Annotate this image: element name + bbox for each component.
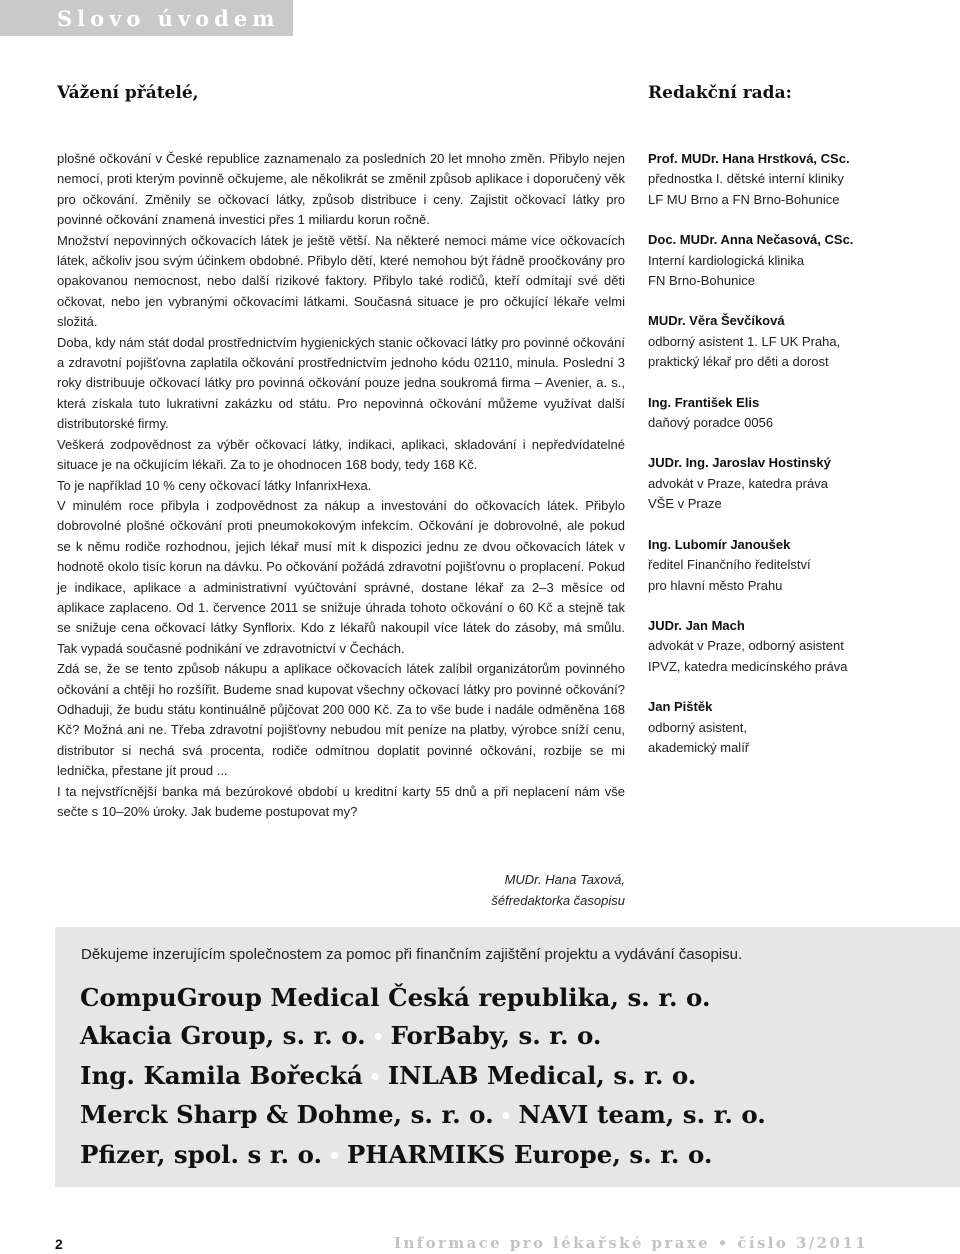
board-member-name: JUDr. Jan Mach <box>648 617 745 633</box>
sponsor-name: Ing. Kamila Bořecká <box>80 1060 363 1090</box>
bullet-separator: • <box>328 1143 341 1168</box>
editorial-signature <box>325 869 625 911</box>
section-header-tab <box>0 0 293 36</box>
signature-role: šéfredaktorka časopisu <box>491 893 625 908</box>
editorial-board-list <box>648 149 948 778</box>
board-member-detail: VŠE v Praze <box>648 496 722 512</box>
board-member <box>648 311 948 372</box>
editorial-paragraph: plošné očkování v České republice zaznamenalo za posledních 20 let mnoho změn. Přibylo nejen nemocí, proti kterým povinně očkujeme, ale několikrát se změnil způsob aplikace i doporučený věk pro očkování. Změnily se očkovací látky, způsob distribuce i ceny. Zajistit očkovací látky pro povinné očkování znamená investici přes 1 miliardu korun ročně. <box>57 151 625 228</box>
board-member <box>648 697 948 758</box>
section-title: Slovo úvodem <box>57 6 280 31</box>
editorial-body <box>57 149 625 822</box>
editorial-paragraph: I ta nejvstřícnější banka má bezúrokové období u kreditní karty 55 dnů a při neplacení nám vše sečte s 10–20% úroky. Jak budeme postupovat my? <box>57 783 625 819</box>
sponsor-name: Pfizer, spol. s r. o. <box>80 1139 323 1169</box>
sponsor-line <box>80 1017 940 1056</box>
board-member-name: Doc. MUDr. Anna Nečasová, CSc. <box>648 232 854 248</box>
board-member-detail: praktický lékař pro děti a dorost <box>648 354 829 370</box>
board-member-detail: advokát v Praze, katedra práva <box>648 475 828 491</box>
board-member-name: Prof. MUDr. Hana Hrstková, CSc. <box>648 151 850 166</box>
board-member-name: Ing. František Elis <box>648 394 760 410</box>
sponsor-name: CompuGroup Medical Česká republika, s. r. o. <box>80 983 711 1012</box>
board-member-detail: Interní kardiologická klinika <box>648 252 805 268</box>
sponsor-name: INLAB Medical, s. r. o. <box>387 1060 697 1090</box>
sponsor-name: NAVI team, s. r. o. <box>518 1100 766 1130</box>
board-member-name: JUDr. Ing. Jaroslav Hostinský <box>648 455 831 471</box>
board-member-detail: pro hlavní město Prahu <box>648 577 783 593</box>
bullet-separator: • <box>499 1104 513 1129</box>
board-member-detail: LF MU Brno a FN Brno-Bohunice <box>648 191 840 207</box>
sponsor-name: PHARMIKS Europe, s. r. o. <box>346 1139 713 1169</box>
sponsor-name: ForBaby, s. r. o. <box>390 1021 602 1051</box>
board-member-detail: advokát v Praze, odborný asistent <box>648 638 844 654</box>
editorial-paragraph: Veškerá zodpovědnost za výběr očkovací látky, indikaci, aplikaci, skladování i nepředvídatelné situace je na očkujícím lékaři. Za to je ohodnocen 168 body, tedy 168 Kč. <box>57 436 625 473</box>
board-member <box>648 393 948 434</box>
board-member-detail: IPVZ, katedra medicínského práva <box>648 658 848 674</box>
editorial-greeting: Vážení přátelé, <box>57 83 199 103</box>
board-member-detail: odborný asistent 1. LF UK Praha, <box>648 333 841 349</box>
sponsor-line <box>80 1136 940 1175</box>
editorial-paragraph: V minulém roce přibyla i zodpovědnost za nákup a investování do očkovacích látek. Přibylo dobrovolné plošné očkování proti pneumokokovým infekcím. Očkování je dobrovolné, ale pokud se k němu rodiče rozhodnou, jejich lékař musí mít k dispozici jednu ze dvou očkovacích látek v hodnotě okolo tisíc korun na dávku. Po očkování požádá zdravotní pojišťovnu o proplacení. Pokud je indikace, aplikace a administrativní vyúčtování správné, dostane lékař za 2–3 měsíce od aplikace zaplaceno. Od 1. července 2011 se snižuje úhrada tohoto očkování o 60 Kč a stejně tak se snižuje cena očkovací látky Synflorix. Kdo z lékařů nakoupil více látek do zásoby, má smůlu. Tak vypadá současné podnikání ve zdravotnictví v Čechách. <box>57 497 625 656</box>
sponsor-line <box>80 1057 940 1096</box>
board-member <box>648 230 948 291</box>
sponsors-list <box>80 979 940 1175</box>
board-member <box>648 149 948 210</box>
board-member-detail: přednostka I. dětské interní kliniky <box>648 171 844 187</box>
bullet-separator: • <box>371 1025 385 1050</box>
board-member <box>648 616 948 677</box>
sponsors-panel <box>55 927 960 1187</box>
sponsors-intro: Děkujeme inzerujícím společnostem za pomoc při finančním zajištění projektu a vydávání časopisu. <box>81 946 743 963</box>
board-member-detail: odborný asistent, <box>648 719 748 735</box>
signature-name: MUDr. Hana Taxová, <box>504 872 625 887</box>
board-member <box>648 535 948 596</box>
board-member <box>648 453 948 514</box>
editorial-paragraph: Množství nepovinných očkovacích látek je ještě větší. Na některé nemoci máme více očkovacích látek, ačkoliv jsou svým účinkem obdobné. Přibylo dětí, které nemohou být řádně proočkovány pro opakovanou nemocnost, nebo další rizikové faktory. Přibylo také rodičů, kteří odmítají své děti očkovat, nebo jen vybranými očkovacími látkami. Současná situace je pro očkující lékaře velmi složitá. <box>57 232 625 330</box>
editorial-paragraph: To je například 10 % ceny očkovací látky InfanrixHexa. <box>57 477 372 493</box>
publication-footer: Informace pro lékařské praxe • číslo 3/2011 <box>394 1234 868 1252</box>
sponsor-line <box>80 1096 940 1135</box>
page-number: 2 <box>55 1236 63 1252</box>
board-member-name: Jan Pištěk <box>648 699 713 715</box>
sponsor-line <box>80 979 940 1017</box>
board-member-name: Ing. Lubomír Janoušek <box>648 536 791 552</box>
sponsor-name: Merck Sharp & Dohme, s. r. o. <box>80 1100 494 1130</box>
editorial-board-heading: Redakční rada: <box>648 83 792 103</box>
board-member-detail: ředitel Finančního ředitelství <box>648 557 811 573</box>
board-member-detail: akademický malíř <box>648 739 750 755</box>
editorial-paragraph: Zdá se, že se tento způsob nákupu a aplikace očkovacích látek zalíbil organizátorům povinného očkování a chtějí ho rozšířit. Budeme snad kupovat všechny očkovací látky pro povinné očkování? Odhaduji, že budu státu kontinuálně půjčovat 200 000 Kč. Za to vše bude i nadále odměněna 168 Kč? Možná ani ne. Třeba zdravotní pojišťovny nebudou mít peníze na platby, výrobce sníží cenu, distributor si nechá svá procenta, rodiče odmítnou doplatit povinné očkování, rozbije se mi lednička, přestane jít proud ... <box>57 661 625 779</box>
sponsor-name: Akacia Group, s. r. o. <box>80 1021 366 1051</box>
editorial-paragraph: Doba, kdy nám stát dodal prostřednictvím hygienických stanic očkovací látky pro povinné očkování a zdravotní pojišťovna zaplatila očkování prostřednictvím jednoho kódu 02110, minula. Poslední 3 roky distribuuje očkovací látky pro povinná očkování pouze jedna soukromá firma – Avenier, a. s., která získala tuto lukrativní zakázku od státu. Pro nepovinná očkování můžeme využívat další distributorské firmy. <box>57 334 625 432</box>
bullet-separator: • <box>368 1064 382 1089</box>
board-member-detail: daňový poradce 0056 <box>648 415 774 431</box>
board-member-name: MUDr. Věra Ševčíková <box>648 313 785 329</box>
board-member-detail: FN Brno-Bohunice <box>648 273 755 289</box>
